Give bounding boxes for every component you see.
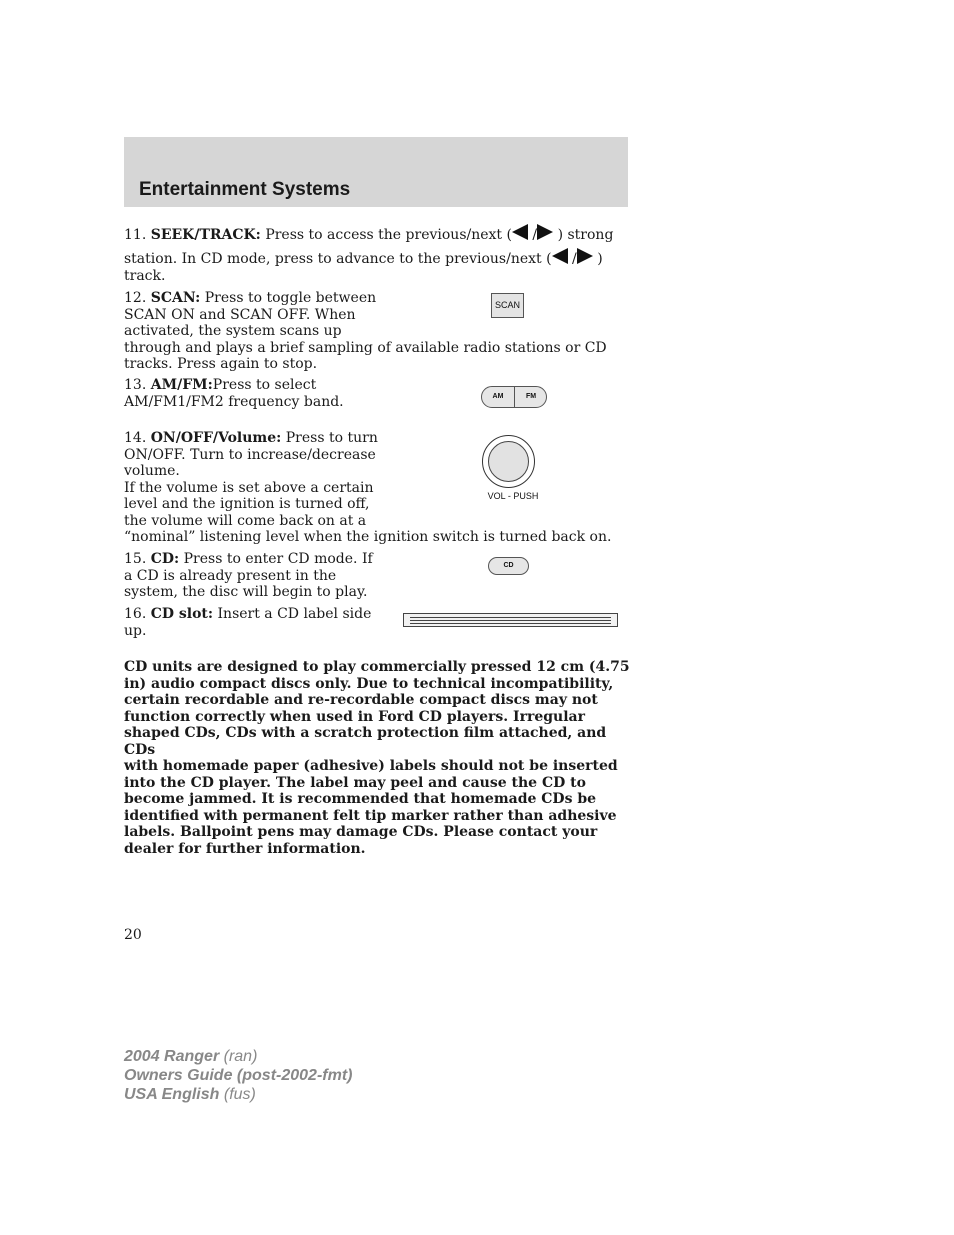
cd-slot-line: [410, 623, 611, 624]
amfm-label: AM/FM:: [150, 377, 213, 393]
am-button-label: AM: [482, 387, 515, 407]
fm-button-label: FM: [525, 393, 537, 400]
warning-line: certain recordable and re-recordable compact discs may not: [124, 692, 598, 708]
cd-slot-label: CD slot:: [150, 606, 214, 622]
warning-line: function correctly when used in Ford CD players. Irregular: [124, 708, 585, 725]
amfm-item: 13. AM/FM:Press to select AM/FM1/FM2 frequency band.: [124, 377, 344, 410]
next-arrow-icon: [577, 248, 593, 264]
document-footer: 2004 Ranger (ran) Owners Guide (post-2002-fmt) USA English (fus): [124, 1048, 353, 1103]
scan-label: SCAN:: [150, 290, 201, 306]
warning-line: become jammed. It is recommended that homemade CDs be: [124, 791, 597, 807]
previous-arrow-icon: [552, 248, 568, 264]
cd-slot-item: 16. CD slot: Insert a CD label side up.: [124, 606, 372, 639]
scan-item: 12. SCAN: Press to toggle between SCAN ON and SCAN OFF. When activated, the system scans up through and plays a brief sampling of available radio stations or CD tracks. Press again to stop.: [124, 290, 607, 372]
volume-label: ON/OFF/Volume:: [150, 430, 282, 446]
section-header: [124, 137, 628, 207]
previous-arrow-icon: [512, 224, 528, 240]
warning-line: shaped CDs, CDs with a scratch protection film attached, and CDs: [124, 725, 607, 758]
page-number: 20: [124, 927, 142, 943]
cd-warning-paragraph: [124, 659, 634, 857]
scan-button-illustration: SCAN: [491, 293, 524, 318]
warning-line: dealer for further information.: [124, 840, 366, 857]
section-title: Entertainment Systems: [139, 179, 351, 200]
cd-slot-illustration: [403, 613, 618, 627]
cd-slot-line: [410, 620, 611, 621]
volume-knob-cap: [488, 441, 529, 482]
seek-track-label: SEEK/TRACK:: [150, 227, 261, 243]
seek-track-item: 11. SEEK/TRACK: Press to access the previous/next ( / ) strong station. In CD mode, press to advance to the previous/next ( / ) track.: [124, 224, 628, 285]
warning-line: CD units are designed to play commercially pressed 12 cm (4.75: [124, 659, 630, 675]
volume-knob-illustration: [482, 435, 535, 488]
cd-label: CD:: [150, 551, 180, 567]
cd-slot-line: [410, 617, 611, 618]
volume-knob-label: VOL - PUSH: [487, 491, 539, 501]
cd-button-illustration: CD: [488, 557, 529, 575]
warning-line: identified with permanent felt tip marker rather than adhesive: [124, 807, 617, 824]
next-arrow-icon: [537, 224, 553, 240]
warning-line: labels. Ballpoint pens may damage CDs. Please contact your: [124, 824, 598, 840]
warning-line: into the CD player. The label may peel and cause the CD to: [124, 774, 586, 791]
volume-item: 14. ON/OFF/Volume: Press to turn ON/OFF. Turn to increase/decrease volume. If the volume is set above a certain level and the ignition is turned off, the volume will come back on at a “nominal” listening level when the ignition switch is turned back on.: [124, 430, 612, 545]
warning-line: in) audio compact discs only. Due to technical incompatibility,: [124, 675, 614, 692]
cd-item: 15. CD: Press to enter CD mode. If a CD is already present in the system, the disc will begin to play.: [124, 551, 373, 600]
warning-line: with homemade paper (adhesive) labels should not be inserted: [124, 758, 618, 774]
amfm-button-illustration: [481, 386, 547, 408]
